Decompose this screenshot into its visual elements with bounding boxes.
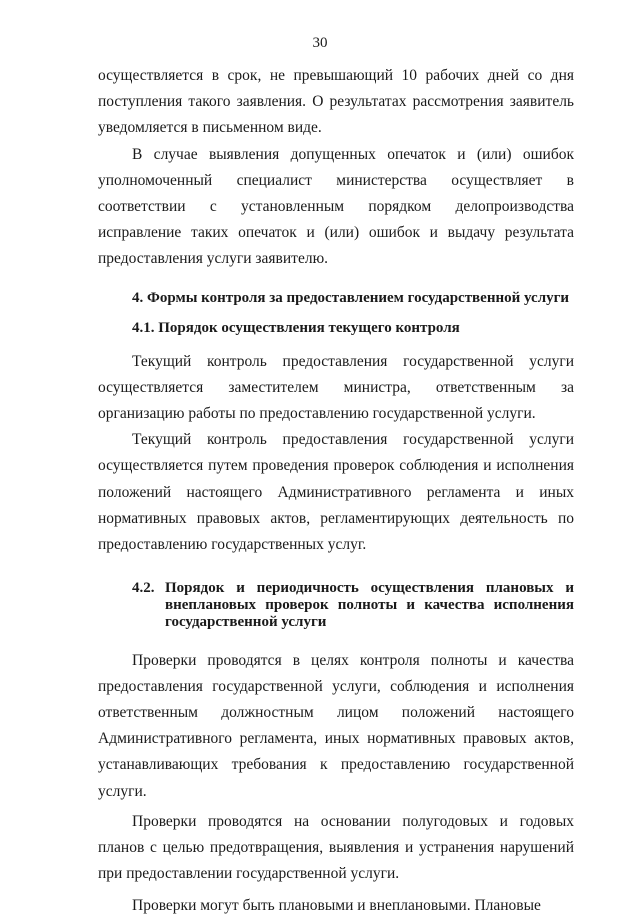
section-heading-4-2 [98, 580, 574, 630]
paragraph-control-method: Текущий контроль предоставления государственной услуги осуществляется путем проведения проверок соблюдения и исполнения положений настоящего Административного регламента и иных нормативных правовых актов, регламентирующих деятельность по предоставлению государственных услуг. [98, 431, 574, 554]
section-title: Порядок и периодичность осуществления плановых и внеплановых проверок полноты и качества исполнения государственной услуги [165, 580, 574, 630]
section-heading-4: 4. Формы контроля за предоставлением государственной услуги [132, 289, 570, 306]
paragraph-current-control: Текущий контроль предоставления государственной услуги осуществляется заместителем министра, ответственным за организацию работы по предоставлению государственной услуги. [98, 352, 574, 423]
section-heading-4-1: 4.1. Порядок осуществления текущего контроля [132, 319, 460, 336]
document-body [98, 63, 574, 920]
paragraph-corrections: В случае выявления допущенных опечаток и (или) ошибок уполномоченный специалист министерства осуществляет в соответствии с установленным порядком делопроизводства исправление таких опечаток и (или) ошибок и выдачу результата предоставления услуги заявителю. [98, 145, 574, 268]
section-number: 4.2. [132, 580, 155, 597]
page-number: 30 [312, 35, 328, 51]
paragraph-inspection-plans: Проверки проводятся на основании полугодовых и годовых планов с целью предотвращения, выявления и устранения нарушений при предоставлении государственной услуги. [98, 812, 574, 883]
paragraph-inspection-types: Проверки могут быть плановыми и внеплановыми. Плановые [132, 897, 541, 915]
paragraph-inspection-goals: Проверки проводятся в целях контроля полноты и качества предоставления государственной услуги, соблюдения и исполнения ответственным должностным лицом положений настоящего Административного регламента, иных нормативных правовых актов, устанавливающих требования к предоставлению государственной услуги. [98, 651, 574, 800]
paragraph-deadline: осуществляется в срок, не превышающий 10 рабочих дней со дня поступления такого заявления. О результатах рассмотрения заявитель уведомляется в письменном виде. [98, 67, 574, 137]
